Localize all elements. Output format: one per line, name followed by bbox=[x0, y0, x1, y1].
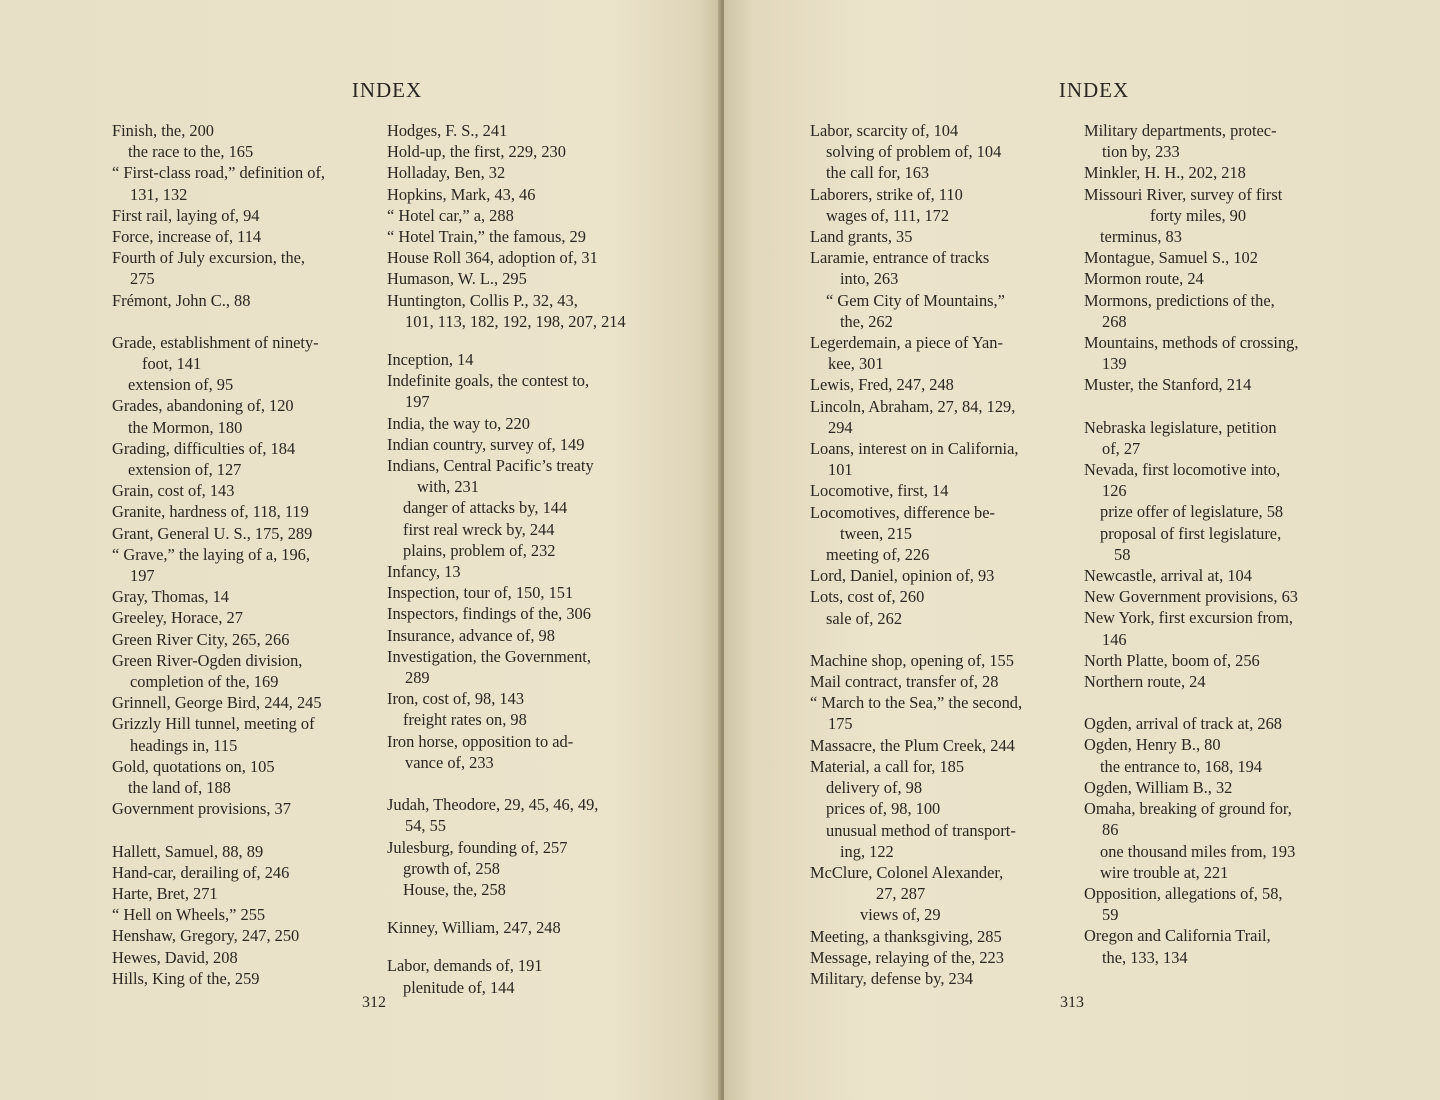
index-entry: Kinney, William, 247, 248 bbox=[387, 918, 561, 938]
index-entry: Iron horse, opposition to ad- bbox=[387, 731, 574, 751]
index-entry: Labor, demands of, 191 bbox=[387, 956, 543, 976]
index-entry: Missouri River, survey of first bbox=[1084, 184, 1283, 204]
index-subentry: proposal of first legislature, bbox=[1100, 523, 1282, 543]
index-subentry: solving of problem of, 104 bbox=[826, 142, 1002, 162]
index-entry: Mail contract, transfer of, 28 bbox=[810, 672, 999, 692]
index-subentry: into, 263 bbox=[840, 269, 899, 289]
index-subentry: sale of, 262 bbox=[826, 608, 903, 628]
index-entry: Montague, Samuel S., 102 bbox=[1084, 248, 1258, 268]
right-page bbox=[724, 0, 1440, 1100]
index-entry: Infancy, 13 bbox=[387, 562, 461, 582]
index-entry: Gold, quotations on, 105 bbox=[112, 756, 275, 776]
index-subentry: 131, 132 bbox=[130, 184, 188, 204]
index-entry: Northern route, 24 bbox=[1084, 672, 1206, 692]
page-number: 313 bbox=[1060, 994, 1084, 1011]
index-entry: Frémont, John C., 88 bbox=[112, 290, 251, 310]
page-heading: INDEX bbox=[351, 78, 423, 102]
index-subentry: prize offer of legislature, 58 bbox=[1100, 502, 1284, 522]
index-entry: Message, relaying of the, 223 bbox=[810, 947, 1004, 967]
index-subentry: 101 bbox=[828, 460, 853, 480]
index-subentry: plenitude of, 144 bbox=[403, 977, 515, 997]
index-subentry: the entrance to, 168, 194 bbox=[1100, 756, 1263, 776]
index-entry: Green River-Ogden division, bbox=[112, 650, 303, 670]
index-entry: Hopkins, Mark, 43, 46 bbox=[387, 184, 536, 204]
index-subentry: meeting of, 226 bbox=[826, 545, 930, 565]
index-entry: Lewis, Fred, 247, 248 bbox=[810, 375, 954, 395]
index-entry: Minkler, H. H., 202, 218 bbox=[1084, 163, 1246, 183]
index-subentry: 126 bbox=[1102, 481, 1127, 501]
index-subentry: terminus, 83 bbox=[1100, 227, 1182, 247]
index-entry: Material, a call for, 185 bbox=[810, 756, 965, 776]
index-entry: Oregon and California Trail, bbox=[1084, 926, 1271, 946]
index-entry: Gray, Thomas, 14 bbox=[112, 587, 229, 607]
index-entry: Military, defense by, 234 bbox=[810, 968, 974, 988]
index-subentry: foot, 141 bbox=[142, 354, 202, 374]
index-subentry: freight rates on, 98 bbox=[403, 710, 527, 730]
index-entry: Hand-car, derailing of, 246 bbox=[112, 862, 290, 882]
index-column-1 bbox=[810, 120, 1066, 989]
index-entry: Mormon route, 24 bbox=[1084, 269, 1204, 289]
index-subentry: the, 262 bbox=[840, 311, 893, 331]
index-subentry: ing, 122 bbox=[840, 841, 894, 861]
index-entry: Inspection, tour of, 150, 151 bbox=[387, 583, 574, 603]
index-entry: Green River City, 265, 266 bbox=[112, 629, 290, 649]
index-subentry: the, 133, 134 bbox=[1102, 947, 1188, 967]
index-entry: North Platte, boom of, 256 bbox=[1084, 650, 1260, 670]
index-entry: Nebraska legislature, petition bbox=[1084, 417, 1277, 437]
index-entry: Lincoln, Abraham, 27, 84, 129, bbox=[810, 396, 1016, 416]
index-subentry: wire trouble at, 221 bbox=[1100, 862, 1229, 882]
index-entry: Indian country, survey of, 149 bbox=[387, 434, 585, 454]
index-entry: Iron, cost of, 98, 143 bbox=[387, 689, 525, 709]
index-subentry: extension of, 127 bbox=[128, 460, 242, 480]
index-entry: Labor, scarcity of, 104 bbox=[810, 121, 959, 140]
index-subentry: forty miles, 90 bbox=[1150, 205, 1247, 225]
index-subentry: views of, 29 bbox=[860, 905, 941, 925]
index-entry: Ogden, arrival of track at, 268 bbox=[1084, 714, 1282, 734]
index-subentry: one thousand miles from, 193 bbox=[1100, 841, 1296, 861]
index-entry: Ogden, Henry B., 80 bbox=[1084, 735, 1221, 755]
index-entry: Henshaw, Gregory, 247, 250 bbox=[112, 926, 300, 946]
index-subentry: tion by, 233 bbox=[1102, 142, 1180, 162]
index-entry: Loans, interest on in California, bbox=[810, 439, 1019, 459]
index-subentry: “ Gem City of Mountains,” bbox=[826, 290, 1005, 310]
index-entry: Hallett, Samuel, 88, 89 bbox=[112, 841, 264, 861]
page-heading: INDEX bbox=[1058, 78, 1130, 102]
index-subentry: 175 bbox=[828, 714, 853, 734]
index-entry: Omaha, breaking of ground for, bbox=[1084, 799, 1292, 819]
index-subentry: 268 bbox=[1102, 311, 1127, 331]
index-entry: “ Hell on Wheels,” 255 bbox=[112, 905, 266, 925]
index-subentry: 289 bbox=[405, 668, 430, 688]
index-subentry: 27, 287 bbox=[876, 884, 926, 904]
index-entry: Locomotives, difference be- bbox=[810, 502, 995, 522]
index-subentry: 139 bbox=[1102, 354, 1127, 374]
index-subentry: completion of the, 169 bbox=[130, 672, 279, 692]
index-subentry: plains, problem of, 232 bbox=[403, 540, 556, 560]
index-entry: Lots, cost of, 260 bbox=[810, 587, 925, 607]
index-entry: Inspectors, findings of the, 306 bbox=[387, 604, 591, 624]
index-entry: Fourth of July excursion, the, bbox=[112, 248, 306, 268]
index-subentry: 197 bbox=[130, 566, 155, 586]
index-subentry: headings in, 115 bbox=[130, 735, 238, 755]
index-entry: Government provisions, 37 bbox=[112, 799, 291, 819]
index-entry: Indefinite goals, the contest to, bbox=[387, 371, 590, 391]
index-subentry: the race to the, 165 bbox=[128, 142, 254, 162]
index-subentry: first real wreck by, 244 bbox=[403, 519, 555, 539]
index-entry: McClure, Colonel Alexander, bbox=[810, 862, 1004, 882]
index-subentry: the land of, 188 bbox=[128, 778, 231, 798]
index-entry: Greeley, Horace, 27 bbox=[112, 608, 243, 628]
index-subentry: unusual method of transport- bbox=[826, 820, 1016, 840]
index-entry: Ogden, William B., 32 bbox=[1084, 777, 1233, 797]
index-entry: Grant, General U. S., 175, 289 bbox=[112, 523, 313, 543]
index-entry: Military departments, protec- bbox=[1084, 121, 1277, 140]
index-entry: Finish, the, 200 bbox=[112, 121, 214, 140]
index-entry: New Government provisions, 63 bbox=[1084, 587, 1298, 607]
index-entry: Harte, Bret, 271 bbox=[112, 883, 218, 903]
index-subentry: 294 bbox=[828, 417, 853, 437]
index-entry: Grading, difficulties of, 184 bbox=[112, 438, 296, 458]
index-subentry: delivery of, 98 bbox=[826, 778, 923, 798]
index-entry: Humason, W. L., 295 bbox=[387, 269, 527, 289]
index-column-2 bbox=[387, 120, 643, 998]
index-entry: Grinnell, George Bird, 244, 245 bbox=[112, 693, 322, 713]
page-number: 312 bbox=[362, 994, 386, 1011]
index-subentry: House, the, 258 bbox=[403, 879, 506, 899]
index-subentry: 86 bbox=[1102, 820, 1119, 840]
index-entry: Meeting, a thanksgiving, 285 bbox=[810, 926, 1002, 946]
index-subentry: 59 bbox=[1102, 905, 1119, 925]
index-subentry: 101, 113, 182, 192, 198, 207, 214 bbox=[405, 311, 626, 331]
index-entry: House Roll 364, adoption of, 31 bbox=[387, 248, 598, 268]
index-subentry: the call for, 163 bbox=[826, 163, 930, 183]
index-entry: Mormons, predictions of the, bbox=[1084, 290, 1275, 310]
index-column-1 bbox=[112, 120, 368, 989]
index-entry: Julesburg, founding of, 257 bbox=[387, 837, 568, 857]
index-entry: First rail, laying of, 94 bbox=[112, 205, 260, 225]
index-entry: Granite, hardness of, 118, 119 bbox=[112, 502, 309, 522]
index-entry: “ First-class road,” definition of, bbox=[112, 163, 326, 183]
index-entry: Hills, King of the, 259 bbox=[112, 968, 260, 988]
index-subentry: prices of, 98, 100 bbox=[826, 799, 941, 819]
index-subentry: 197 bbox=[405, 392, 430, 412]
index-entry: Investigation, the Government, bbox=[387, 646, 591, 666]
index-subentry: 58 bbox=[1114, 544, 1131, 564]
index-subentry: wages of, 111, 172 bbox=[826, 205, 950, 225]
index-entry: Locomotive, first, 14 bbox=[810, 481, 949, 501]
index-entry: Laramie, entrance of tracks bbox=[810, 248, 990, 268]
index-entry: Massacre, the Plum Creek, 244 bbox=[810, 735, 1015, 755]
index-entry: Nevada, first locomotive into, bbox=[1084, 460, 1281, 480]
index-subentry: 146 bbox=[1102, 629, 1127, 649]
index-subentry: the Mormon, 180 bbox=[128, 417, 243, 437]
index-entry: Holladay, Ben, 32 bbox=[387, 163, 506, 183]
index-subentry: 54, 55 bbox=[405, 816, 446, 836]
index-entry: Hewes, David, 208 bbox=[112, 947, 238, 967]
index-entry: Lord, Daniel, opinion of, 93 bbox=[810, 566, 995, 586]
index-subentry: with, 231 bbox=[417, 477, 479, 497]
index-entry: Opposition, allegations of, 58, bbox=[1084, 883, 1283, 903]
index-entry: Grades, abandoning of, 120 bbox=[112, 396, 294, 416]
index-subentry: vance of, 233 bbox=[405, 752, 494, 772]
index-entry: “ March to the Sea,” the second, bbox=[810, 693, 1023, 713]
index-entry: Hodges, F. S., 241 bbox=[387, 121, 508, 140]
index-entry: Insurance, advance of, 98 bbox=[387, 625, 555, 645]
index-subentry: of, 27 bbox=[1102, 438, 1141, 458]
index-entry: Grade, establishment of ninety- bbox=[112, 332, 319, 352]
index-entry: Mountains, methods of crossing, bbox=[1084, 333, 1299, 353]
index-entry: Machine shop, opening of, 155 bbox=[810, 650, 1014, 670]
index-entry: New York, first excursion from, bbox=[1084, 608, 1293, 628]
index-subentry: kee, 301 bbox=[828, 354, 884, 374]
index-entry: Force, increase of, 114 bbox=[112, 227, 262, 247]
index-entry: “ Hotel Train,” the famous, 29 bbox=[387, 227, 586, 247]
index-entry: Legerdemain, a piece of Yan- bbox=[810, 333, 1003, 353]
index-entry: Judah, Theodore, 29, 45, 46, 49, bbox=[387, 795, 599, 815]
index-column-2 bbox=[1084, 120, 1342, 968]
index-entry: “ Hotel car,” a, 288 bbox=[387, 205, 514, 225]
index-entry: Inception, 14 bbox=[387, 350, 474, 370]
index-entry: Muster, the Stanford, 214 bbox=[1084, 375, 1252, 395]
index-subentry: extension of, 95 bbox=[128, 375, 234, 395]
index-subentry: danger of attacks by, 144 bbox=[403, 498, 568, 518]
index-entry: Hold-up, the first, 229, 230 bbox=[387, 142, 566, 162]
index-entry: Land grants, 35 bbox=[810, 227, 913, 247]
index-entry: Grizzly Hill tunnel, meeting of bbox=[112, 714, 315, 734]
index-entry: Indians, Central Pacific’s treaty bbox=[387, 456, 594, 476]
index-entry: Newcastle, arrival at, 104 bbox=[1084, 566, 1252, 586]
index-entry: Grain, cost of, 143 bbox=[112, 481, 235, 501]
index-subentry: growth of, 258 bbox=[403, 858, 500, 878]
index-subentry: tween, 215 bbox=[840, 523, 912, 543]
index-entry: “ Grave,” the laying of a, 196, bbox=[112, 544, 310, 564]
index-subentry: 275 bbox=[130, 269, 155, 289]
index-entry: India, the way to, 220 bbox=[387, 413, 530, 433]
index-entry: Laborers, strike of, 110 bbox=[810, 184, 963, 204]
index-entry: Huntington, Collis P., 32, 43, bbox=[387, 290, 578, 310]
